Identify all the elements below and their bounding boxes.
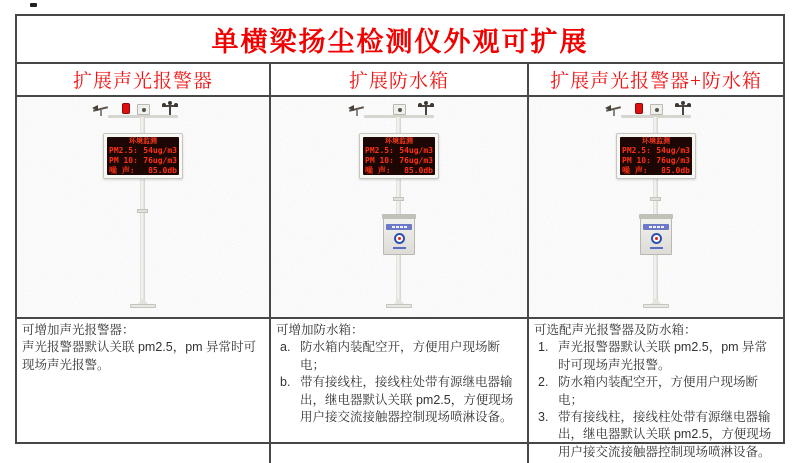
anemometer-icon [418, 101, 434, 115]
pole-collar [393, 197, 404, 201]
device-illustration [58, 97, 228, 319]
notes-intro: 可选配声光报警器及防水箱： [534, 323, 697, 337]
table-title-row [17, 16, 783, 64]
sensor-box-icon [650, 104, 663, 115]
column-header-label: 扩展防水箱 [348, 71, 449, 92]
base-plate [130, 304, 156, 308]
notes-item: 3. 带有接线柱，接线柱处带有源继电器输出，继电器默认关联 pm2.5，方便现场用户接交流接触器控制现场喷淋设备。 [538, 410, 772, 459]
column-header-alarm-plus-box [527, 64, 783, 97]
sensor-box-icon [393, 104, 406, 115]
notes-item: b. 带有接线柱，接线柱处带有源继电器输出，继电器默认关联 pm2.5，方便现场用户接交流接触器控制现场喷淋设备。 [280, 375, 514, 425]
wind-vane-icon [348, 103, 366, 116]
column-header-label: 扩展声光报警器+防水箱 [550, 71, 762, 92]
ink-speck [30, 3, 37, 7]
led-display-title: 环境监测 [129, 138, 157, 145]
led-display: 环境监测 PM2.5: 54ug/m3 PM 10: 76ug/m3 噪 声: 85.0db [103, 133, 183, 179]
notes-item: a. 防水箱内装配空开，方便用户现场断电； [280, 340, 501, 372]
page-title: 单横梁扬尘检测仪外观可扩展 [211, 26, 589, 57]
waterproof-box [640, 217, 672, 255]
column-header-waterproof-box [269, 64, 527, 97]
column-header-label: 扩展声光报警器 [72, 71, 213, 92]
pole-collar [650, 197, 661, 201]
pole-collar [137, 209, 148, 213]
led-display-title: 环境监测 [385, 138, 413, 145]
device-photo-waterproof-box [269, 97, 527, 319]
notes-alarm [17, 319, 269, 463]
alarm-lamp-icon [122, 103, 130, 114]
wind-vane-icon [92, 103, 110, 116]
table-grid [17, 64, 783, 459]
base-plate [643, 304, 669, 308]
wind-vane-icon [605, 103, 623, 116]
waterproof-box [383, 217, 415, 255]
base-plate [386, 304, 412, 308]
led-display-title: 环境监测 [642, 138, 670, 145]
anemometer-icon [162, 101, 178, 115]
notes-intro: 可增加防水箱： [276, 323, 364, 337]
device-photo-alarm [17, 97, 269, 319]
anemometer-icon [675, 101, 691, 115]
notes-item: 声光报警器默认关联 pm2.5，pm 异常时可现场声光报警。 [22, 340, 257, 372]
led-display: 环境监测 PM2.5: 54ug/m3 PM 10: 76ug/m3 噪 声: 85.0db [616, 133, 696, 179]
device-illustration [314, 97, 484, 319]
notes-waterproof-box [269, 319, 527, 463]
column-header-alarm [17, 64, 269, 97]
device-photo-alarm-plus-box [527, 97, 783, 319]
notes-intro: 可增加声光报警器： [22, 323, 135, 337]
notes-item: 2. 防水箱内装配空开，方便用户现场断电； [538, 375, 759, 407]
product-spec-table [15, 14, 785, 459]
sensor-box-icon [137, 104, 150, 115]
notes-alarm-plus-box [527, 319, 783, 463]
notes-item: 1. 声光报警器默认关联 pm2.5，pm 异常时可现场声光报警。 [538, 340, 768, 372]
alarm-lamp-icon [635, 103, 643, 114]
device-illustration [571, 97, 741, 319]
led-display: 环境监测 PM2.5: 54ug/m3 PM 10: 76ug/m3 噪 声: 85.0db [359, 133, 439, 179]
